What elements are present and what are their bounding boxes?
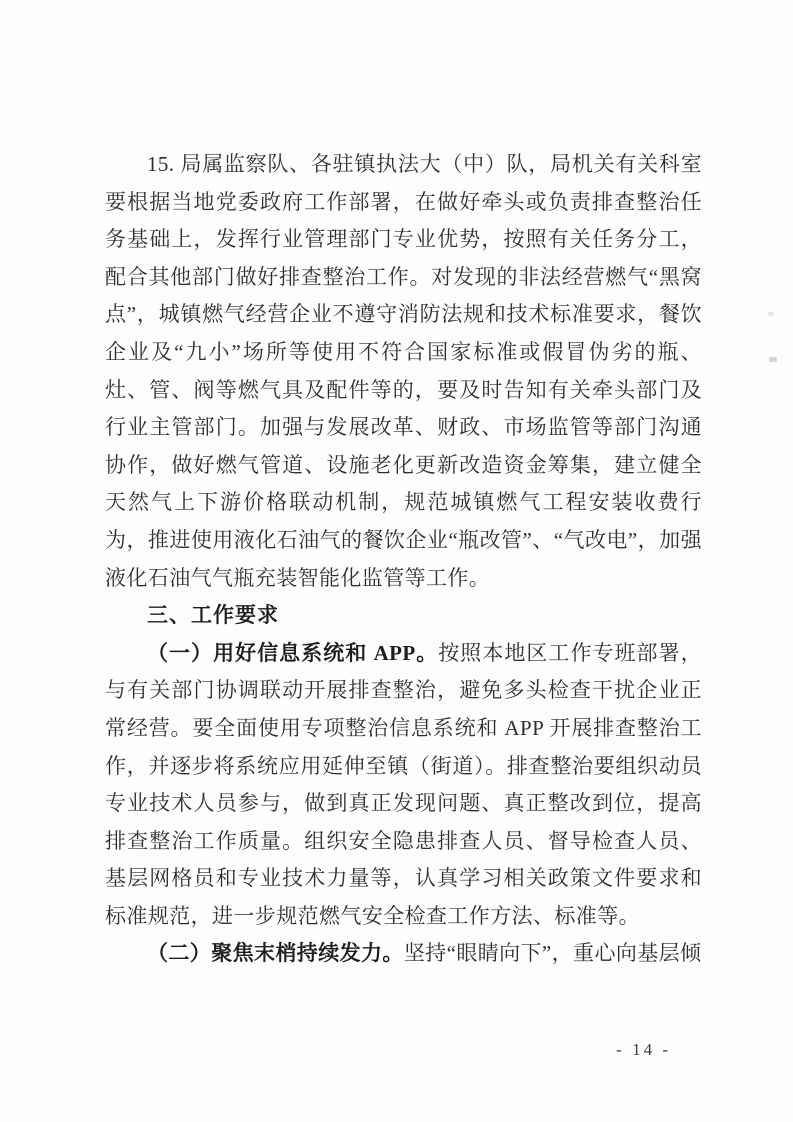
section-heading: 三、工作要求 [147,603,279,628]
paragraph-item-1 [105,635,702,936]
item-1-lead: （一）用好信息系统和 APP。 [147,640,439,665]
scan-artifact [769,357,777,362]
paragraph-15: 15. 局属监察队、各驻镇执法大（中）队，局机关有关科室要根据当地党委政府工作部署，在做好牵头或负责排查整治任务基础上，发挥行业管理部门专业优势，按照有关任务分工，配合其他部门做好排查整治工作。对发现的非法经营燃气“黑窝点”，城镇燃气经营企业不遵守消防法规和技术标准要求，餐饮企业及“九小”场所等使用不符合国家标准或假冒伪劣的瓶、灶、管、阀等燃气具及配件等的，要及时告知有关牵头部门及行业主管部门。加强与发展改革、财政、市场监管等部门沟通协作，做好燃气管道、设施老化更新改造资金筹集，建立健全天然气上下游价格联动机制，规范城镇燃气工程安装收费行为，推进使用液化石油气的餐饮企业“瓶改管”、“气改电”，加强液化石油气气瓶充装智能化监管等工作。 [105,152,702,590]
item-2-lead: （二）聚焦末梢持续发力。 [147,941,404,966]
document-body [105,146,702,973]
item-1-body: 按照本地区工作专班部署，与有关部门协调联动开展排查整治，避免多头检查干扰企业正常经营。要全面使用专项整治信息系统和 APP 开展排查整治工作，并逐步将系统应用延伸至镇（街道）。排查整治要组织动员专业技术人员参与，做到真正发现问题、真正整改到位，提高排查整治工作质量。组织安全隐患排查人员、督导检查人员、基层网格员和专业技术力量等，认真学习相关政策文件要求和标准规范，进一步规范燃气安全检查工作方法、标准等。 [105,640,702,928]
item-2-body: 坚持“眼睛向下”，重心向基层倾 [403,941,702,966]
scan-artifact [768,312,774,316]
page-number: - 14 - [616,1040,671,1059]
paragraph-item-2 [105,935,702,973]
